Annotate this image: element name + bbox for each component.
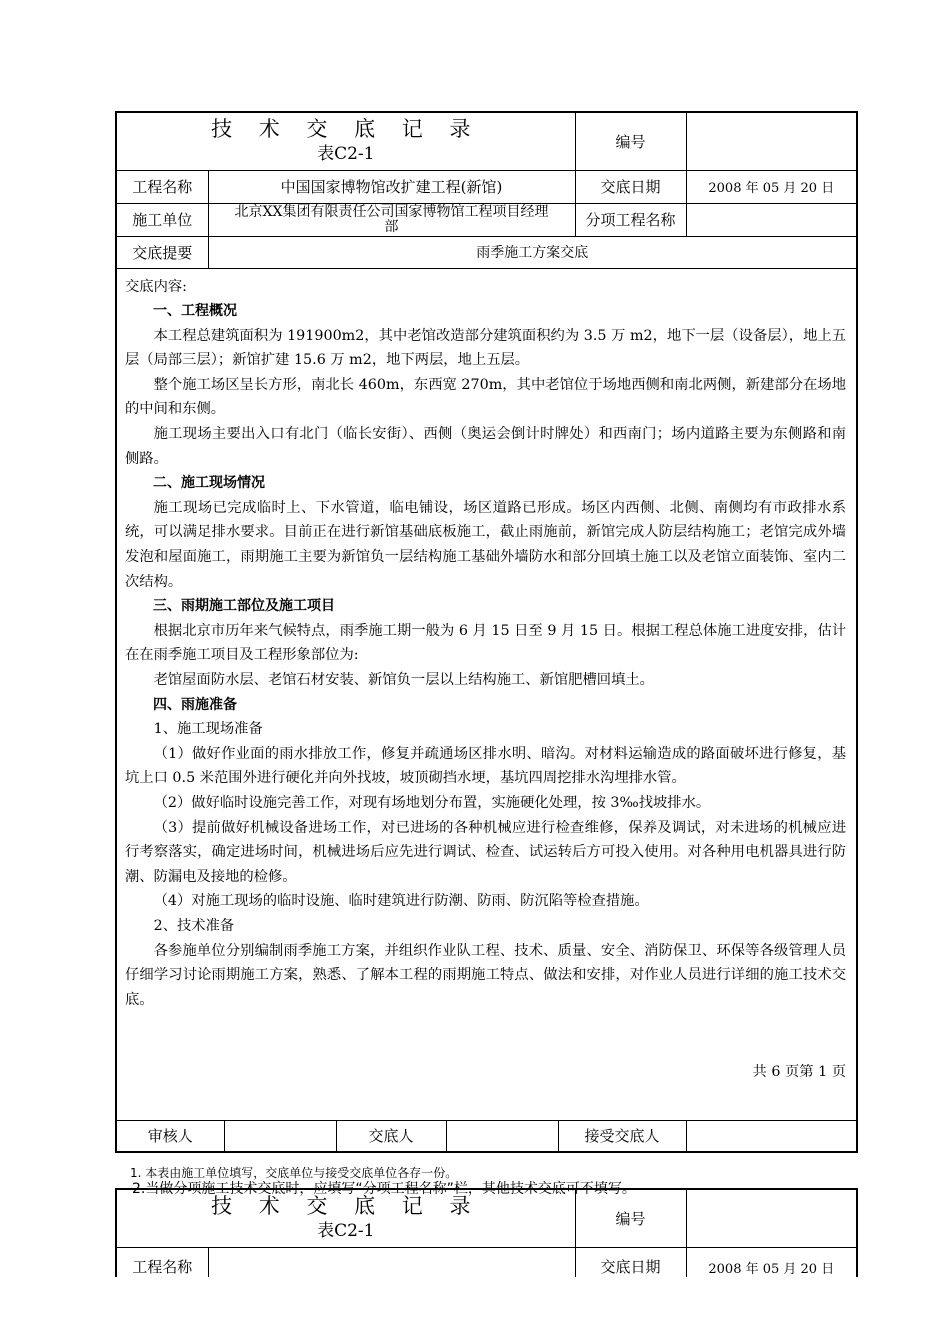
content-paragraph: 2、技术准备 [153,917,235,934]
content-paragraph: （4）对施工现场的临时设施、临时建筑进行防潮、防雨、防沉陷等检查措施。 [153,893,649,910]
content-paragraph: 施工现场主要出入口有北门（临长安街）、西侧（奥运会倒计时牌处）和西南门；场内道路主要为东侧路和南侧路。 [125,426,847,467]
form-title-cell [116,112,575,170]
form-title-cell-2 [116,1189,575,1247]
content-paragraphs [125,299,846,1012]
disclosure-date-value-2[interactable]: 2008 年 05 月 20 日 [686,1247,857,1277]
content-paragraph: 施工现场已完成临时上、下水管道，临电铺设，场区道路已形成。场区内西侧、北侧、南侧均有市政排水系统，可以满足排水要求。目前正在进行新馆基础底板施工，截止雨施前，新馆完成人防层结构施工；老馆完成外墙发泡和屋面施工，雨期施工主要为新馆负一层结构施工基础外墙防水和部分回填土施工以及老馆立面装饰、室内二次结构。 [125,499,847,590]
construction-unit-cell[interactable] [208,203,575,236]
project-name-value[interactable]: 中国国家博物馆改扩建工程(新馆) [208,170,575,203]
content-paragraph: 整个施工场区呈长方形，南北长 460m，东西宽 270m，其中老馆位于场地西侧和南北两侧，新建部分在场地的中间和东侧。 [125,376,847,418]
discloser-field[interactable] [446,1120,558,1152]
project-name-label-2: 工程名称 [116,1247,208,1277]
receiver-label: 接受交底人 [558,1120,686,1152]
content-paragraph: （1）做好作业面的雨水排放工作，修复并疏通场区排水明、暗沟。对材料运输造成的路面破坏进行修复，基坑上口 0.5 米范围外进行硬化并向外找坡，坡顶砌挡水埂，基坑四周挖排水沟埋排水管。 [125,745,847,787]
form-subtitle: 表C2-1 [317,144,375,165]
summary-label: 交底提要 [116,236,208,268]
footnote-2: 2.当做分项施工技术交底时，应填写“分项工程名称”栏，其他技术交底可不填写。 [132,1181,636,1197]
content-heading: 交底内容: [125,278,188,295]
subproject-name-value[interactable] [686,203,857,236]
disclosure-form [115,111,858,1153]
content-paragraph: （3）提前做好机械设备进场工作，对已进场的各种机械应进行检查维修，保养及调试，对未进场的机械应进行考察落实，确定进场时间，机械进场后应先进行调试、检查、试运转后方可投入使用。对各种用电机器具进行防潮、防漏电及接地的检修。 [125,819,847,885]
summary-value[interactable]: 雨季施工方案交底 [208,236,857,268]
page-info: 共 6 页第 1 页 [752,1064,847,1081]
project-name-value-2[interactable] [208,1247,575,1277]
discloser-label: 交底人 [336,1120,446,1152]
form-subtitle-2: 表C2-1 [317,1221,375,1242]
subproject-name-label: 分项工程名称 [575,203,686,236]
construction-unit-label: 施工单位 [116,203,208,236]
content-paragraph: 本工程总建筑面积为 191900m2，其中老馆改造部分建筑面积约为 3.5 万 m2，地下一层（设备层），地上五层（局部三层）；新馆扩建 15.6 万 m2，地下两层，地上五层。 [125,327,847,369]
content-paragraph: 1、施工现场准备 [153,721,263,738]
section-heading: 三、雨期施工部位及施工项目 [153,598,335,615]
disclosure-content [116,268,857,1120]
number-field[interactable] [686,112,857,170]
number-label-2: 编号 [575,1189,686,1247]
construction-unit-value: 北京XX集团有限责任公司国家博物馆工程项目经理部 [234,203,549,235]
number-field-2[interactable] [686,1189,857,1247]
reviewer-field[interactable] [224,1120,336,1152]
disclosure-form-page2 [115,1188,858,1277]
section-heading: 一、工程概况 [153,303,237,320]
disclosure-date-label: 交底日期 [575,170,686,203]
form-title-2: 技 术 交 底 记 录 [211,1194,481,1219]
content-paragraph: （2）做好临时设施完善工作，对现有场地划分布置，实施硬化处理，按 3‰找坡排水。 [153,794,711,811]
disclosure-date-label-2: 交底日期 [575,1247,686,1277]
disclosure-date-value[interactable]: 2008 年 05 月 20 日 [686,170,857,203]
footnote-1: 1. 本表由施工单位填写，交底单位与接受交底单位各存一份。 [130,1166,458,1180]
content-paragraph: 各参施单位分别编制雨季施工方案，并组织作业队工程、技术、质量、安全、消防保卫、环保等各级管理人员仔细学习讨论雨期施工方案，熟悉、了解本工程的雨期施工特点、做法和安排，对作业人员进行详细的施工技术交底。 [125,942,847,1008]
content-paragraph: 老馆屋面防水层、老馆石材安装、新馆负一层以上结构施工、新馆肥槽回填土。 [153,672,654,688]
form-title: 技 术 交 底 记 录 [211,117,481,142]
section-heading: 四、雨施准备 [153,696,237,713]
content-paragraph: 根据北京市历年来气候特点，雨季施工期一般为 6 月 15 日至 9 月 15 日。根据工程总体施工进度安排，估计在在雨季施工项目及工程形象部位为: [125,622,847,664]
section-heading: 二、施工现场情况 [153,475,265,492]
receiver-field[interactable] [686,1120,857,1152]
reviewer-label: 审核人 [116,1120,224,1152]
number-label: 编号 [575,112,686,170]
project-name-label: 工程名称 [116,170,208,203]
